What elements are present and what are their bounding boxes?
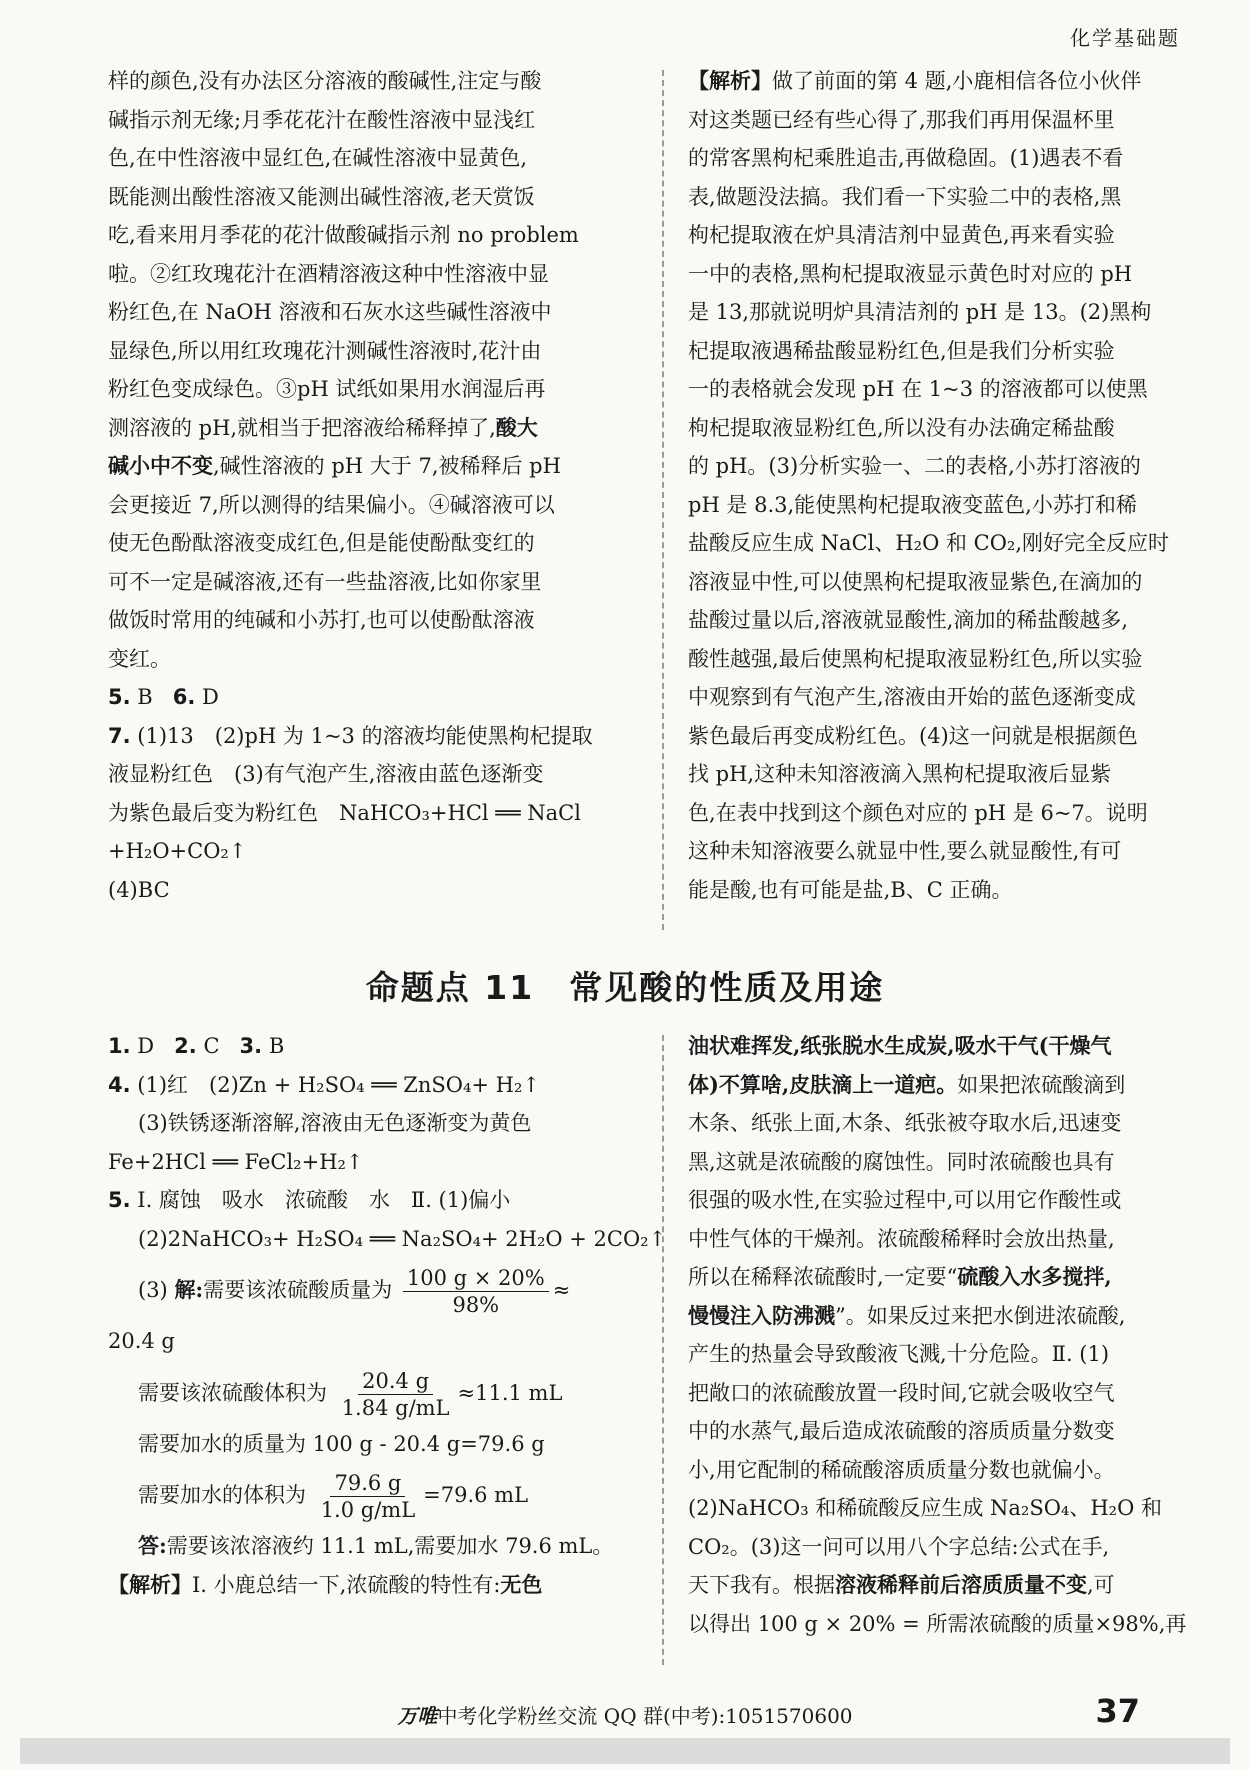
fraction-denominator: 1.84 g/mL [341, 1395, 450, 1420]
text-line: (3)铁锈逐渐溶解,溶液由无色逐渐变为黄色 [138, 1111, 532, 1135]
answer: B [268, 1034, 285, 1058]
text-span: 所以在稀释浓硫酸时,一定要“ [688, 1265, 958, 1289]
text-line [688, 62, 1184, 101]
fraction-numerator: 20.4 g [358, 1368, 433, 1395]
answer-5-6 [108, 678, 636, 717]
text-line: 会更接近 7,所以测得的结果偏小。④碱溶液可以 [108, 492, 555, 517]
analysis-label: 【解析】 [688, 68, 772, 93]
text-span: Ⅰ. 小鹿总结一下,浓硫酸的特性有: [192, 1572, 501, 1597]
text-line: 把敞口的浓硫酸放置一段时间,它就会吸收空气 [688, 1380, 1115, 1405]
text-line: 以得出 100 g × 20% = 所需浓硫酸的质量×98%,再 [688, 1611, 1187, 1636]
question-number: 1. [108, 1034, 131, 1058]
bottom-right-column [688, 1027, 1187, 1643]
text-line: +H₂O+CO₂↑ [108, 839, 247, 863]
text-line: 黑,这就是浓硫酸的腐蚀性。同时浓硫酸也具有 [688, 1149, 1115, 1174]
text-line: 需要加水的质量为 100 g - 20.4 g=79.6 g [138, 1431, 545, 1456]
text-span: 需要加水的体积为 [138, 1483, 306, 1507]
text-line: 是 13,那就说明炉具清洁剂的 pH 是 13。(2)黑枸 [688, 300, 1152, 324]
bold-phrase: 硫酸入水多搅拌, [957, 1264, 1112, 1289]
question-number: 5. [108, 1188, 131, 1212]
fraction-numerator: 79.6 g [330, 1470, 405, 1497]
answer-7 [108, 717, 636, 756]
text-line: (2)2NaHCO₃+ H₂SO₄ ══ Na₂SO₄+ 2H₂O + 2CO₂↑ [138, 1226, 667, 1251]
answer: B [137, 685, 153, 709]
fraction [338, 1368, 454, 1421]
fraction [403, 1265, 549, 1318]
text-span: 做了前面的第 4 题,小鹿相信各位小伙伴 [772, 69, 1142, 93]
answer-line [108, 1527, 636, 1566]
text-line: 小,用它配制的稀硫酸溶质质量分数也就偏小。 [688, 1457, 1115, 1482]
text-line: (4)BC [108, 877, 170, 902]
bold-phrase: 无色 [500, 1571, 543, 1597]
text-line [688, 1258, 1184, 1297]
text-line: 表,做题没法搞。我们看一下实验二中的表格,黑 [688, 184, 1122, 209]
answer-5 [108, 1181, 636, 1220]
column-divider-bottom [662, 1035, 664, 1665]
text-line: 吃,看来用月季花的花汁做酸碱指示剂 no problem [108, 223, 579, 247]
bold-phrase: 碱小中不变 [108, 453, 213, 478]
text-line: 20.4 g [108, 1329, 175, 1353]
text-line: 为紫色最后变为粉红色 NaHCO₃+HCl ══ NaCl [108, 800, 581, 825]
text-line [688, 1566, 1184, 1605]
text-span: 天下我有。根据 [688, 1573, 835, 1597]
bold-phrase: 溶液稀释前后溶质质量不变 [835, 1572, 1087, 1597]
text-line: 对这类题已经有些心得了,那我们再用保温杯里 [688, 107, 1115, 132]
text-line: 溶液显中性,可以使黑枸杞提取液显紫色,在滴加的 [688, 569, 1143, 594]
text-line: 样的颜色,没有办法区分溶液的酸碱性,注定与酸 [108, 69, 542, 93]
text-span: ”。如果反过来把水倒进浓硫酸, [835, 1303, 1126, 1328]
text-line: (2)NaHCO₃ 和稀硫酸反应生成 Na₂SO₄、H₂O 和 [688, 1496, 1162, 1520]
text-line: 酸性越强,最后使黑枸杞提取液显粉红色,所以实验 [688, 646, 1143, 671]
text-line: 中观察到有气泡产生,溶液由开始的蓝色逐渐变成 [688, 685, 1136, 709]
page-number: 37 [1095, 1692, 1140, 1730]
text-line: 盐酸过量以后,溶液就显酸性,滴加的稀盐酸越多, [688, 608, 1129, 632]
fraction [317, 1470, 419, 1523]
fraction-numerator: 100 g × 20% [403, 1265, 549, 1292]
top-left-column [108, 62, 636, 909]
question-number: 2. [174, 1034, 197, 1058]
fraction-denominator: 1.0 g/mL [320, 1498, 416, 1522]
text-line: 做饭时常用的纯碱和小苏打,也可以使酚酞溶液 [108, 608, 535, 632]
text-span: ≈ [552, 1278, 571, 1302]
text-line: 色,在表中找到这个颜色对应的 pH 是 6~7。说明 [688, 800, 1148, 825]
question-number: 6. [172, 685, 196, 709]
section-title: 命题点 11 常见酸的性质及用途 [365, 968, 885, 1007]
text-line: 紫色最后再变成粉红色。(4)这一问就是根据颜色 [688, 723, 1138, 748]
text-span: 需要该浓硫酸质量为 [203, 1278, 393, 1302]
text-line: 碱指示剂无缘;月季花花汁在酸性溶液中显浅红 [108, 107, 536, 132]
text-line: 木条、纸张上面,木条、纸张被夺取水后,迅速变 [688, 1111, 1122, 1135]
text-line: CO₂。(3)这一问可以用八个字总结:公式在手, [688, 1534, 1110, 1559]
text-line: 油状难挥发,纸张脱水生成炭,吸水干气(干燥气 [688, 1033, 1112, 1058]
text-span: (1)红 (2)Zn + H₂SO₄ ══ ZnSO₄+ H₂↑ [137, 1072, 540, 1097]
text-line: 盐酸反应生成 NaCl、H₂O 和 CO₂,刚好完全反应时 [688, 531, 1170, 555]
text-span: ,碱性溶液的 pH 大于 7,被稀释后 pH [213, 454, 561, 478]
analysis-label: 【解析】 [108, 1571, 192, 1597]
text-line: 色,在中性溶液中显红色,在碱性溶液中显黄色, [108, 146, 528, 170]
calc-volume [108, 1361, 636, 1425]
text-line: 显绿色,所以用红玫瑰花汁测碱性溶液时,花汁由 [108, 338, 542, 363]
text-span: 测溶液的 pH,就相当于把溶液给稀释掉了, [108, 415, 496, 440]
text-span: ≈11.1 mL [457, 1380, 563, 1405]
text-line: pH 是 8.3,能使黑枸杞提取液变蓝色,小苏打和稀 [688, 492, 1137, 517]
footer [0, 1700, 1250, 1729]
answer: C [203, 1034, 220, 1058]
answer: D [202, 685, 219, 709]
text-span: 需要该浓硫酸体积为 [138, 1380, 327, 1405]
text-line: 变红。 [108, 646, 171, 671]
brand-logo: 万唯 [397, 1704, 438, 1728]
text-line: 粉红色变成绿色。③pH 试纸如果用水润湿后再 [108, 377, 546, 401]
question-number: 5. [108, 685, 131, 709]
text-line: 能是酸,也有可能是盐,B、C 正确。 [688, 877, 1013, 902]
text-line: 找 pH,这种未知溶液滴入黑枸杞提取液后显紫 [688, 762, 1112, 786]
bold-phrase: 体)不算啥,皮肤滴上一道疤。 [688, 1071, 958, 1097]
text-line: 一中的表格,黑枸杞提取液显示黄色时对应的 pH [688, 261, 1133, 286]
text-line: 中性气体的干燥剂。浓硫酸稀释时会放出热量, [688, 1226, 1115, 1251]
text-line: 使无色酚酞溶液变成红色,但是能使酚酞变红的 [108, 531, 535, 555]
fraction-denominator: 98% [452, 1293, 500, 1317]
bottom-band [20, 1738, 1230, 1764]
solution-label: 解: [174, 1277, 204, 1302]
text-line: 的 pH。(3)分析实验一、二的表格,小苏打溶液的 [688, 454, 1141, 478]
text-line: 产生的热量会导致酸液飞溅,十分危险。Ⅱ. (1) [688, 1342, 1110, 1366]
text-line: 很强的吸水性,在实验过程中,可以用它作酸性或 [688, 1188, 1122, 1212]
text-span: 如果把浓硫酸滴到 [957, 1072, 1126, 1097]
text-line: 一的表格就会发现 pH 在 1~3 的溶液都可以使黑 [688, 377, 1148, 401]
text-span: (1)13 (2)pH 为 1~3 的溶液均能使黑枸杞提取 [137, 723, 593, 748]
bold-phrase: 慢慢注入防沸溅 [688, 1302, 835, 1328]
analysis-line [108, 1566, 636, 1605]
calc-mass [108, 1258, 636, 1322]
text-span: Ⅰ. 腐蚀 吸水 浓硫酸 水 Ⅱ. (1)偏小 [137, 1188, 511, 1212]
question-number: 3. [239, 1034, 263, 1058]
bottom-left-column [108, 1027, 667, 1604]
text-span: =79.6 mL [423, 1483, 529, 1507]
text-span: 需要该浓溶液约 11.1 mL,需要加水 79.6 mL。 [166, 1534, 614, 1558]
text-line [688, 1297, 1184, 1336]
text-span: (3) [138, 1278, 168, 1302]
bold-phrase: 酸大 [495, 414, 538, 440]
column-divider-top [662, 70, 664, 930]
footer-text: 中考化学粉丝交流 QQ 群(中考):1051570600 [437, 1704, 853, 1728]
text-line: 中的水蒸气,最后造成浓硫酸的溶质质量分数变 [688, 1419, 1115, 1443]
text-line [688, 1066, 1184, 1105]
question-number: 4. [108, 1072, 131, 1097]
answer-label: 答: [138, 1533, 167, 1558]
text-line: 枸杞提取液在炉具清洁剂中显黄色,再来看实验 [688, 223, 1115, 247]
answer-4 [108, 1066, 636, 1105]
text-line: 粉红色,在 NaOH 溶液和石灰水这些碱性溶液中 [108, 300, 552, 324]
calc-water-volume [108, 1463, 636, 1527]
answers-1-3 [108, 1027, 636, 1066]
text-line: 这种未知溶液要么就显中性,要么就显酸性,有可 [688, 839, 1122, 863]
text-line: 啦。②红玫瑰花汁在酒精溶液这种中性溶液中显 [108, 261, 549, 286]
top-right-column [688, 62, 1184, 909]
text-line: 的常客黑枸杞乘胜追击,再做稳固。(1)遇表不看 [688, 146, 1124, 170]
text-line: Fe+2HCl ══ FeCl₂+H₂↑ [108, 1149, 364, 1174]
answer: D [137, 1034, 155, 1058]
text-line: 杞提取液遇稀盐酸显粉红色,但是我们分析实验 [688, 338, 1115, 363]
text-line [108, 447, 636, 486]
text-span: ,可 [1087, 1573, 1115, 1597]
header-subject: 化学基础题 [1070, 26, 1180, 50]
text-line: 液显粉红色 (3)有气泡产生,溶液由蓝色逐渐变 [108, 762, 544, 786]
text-line: 枸杞提取液显粉红色,所以没有办法确定稀盐酸 [688, 415, 1115, 440]
question-number: 7. [108, 723, 131, 748]
text-line: 可不一定是碱溶液,还有一些盐溶液,比如你家里 [108, 569, 542, 594]
text-line [108, 409, 636, 448]
text-line: 既能测出酸性溶液又能测出碱性溶液,老天赏饭 [108, 184, 535, 209]
